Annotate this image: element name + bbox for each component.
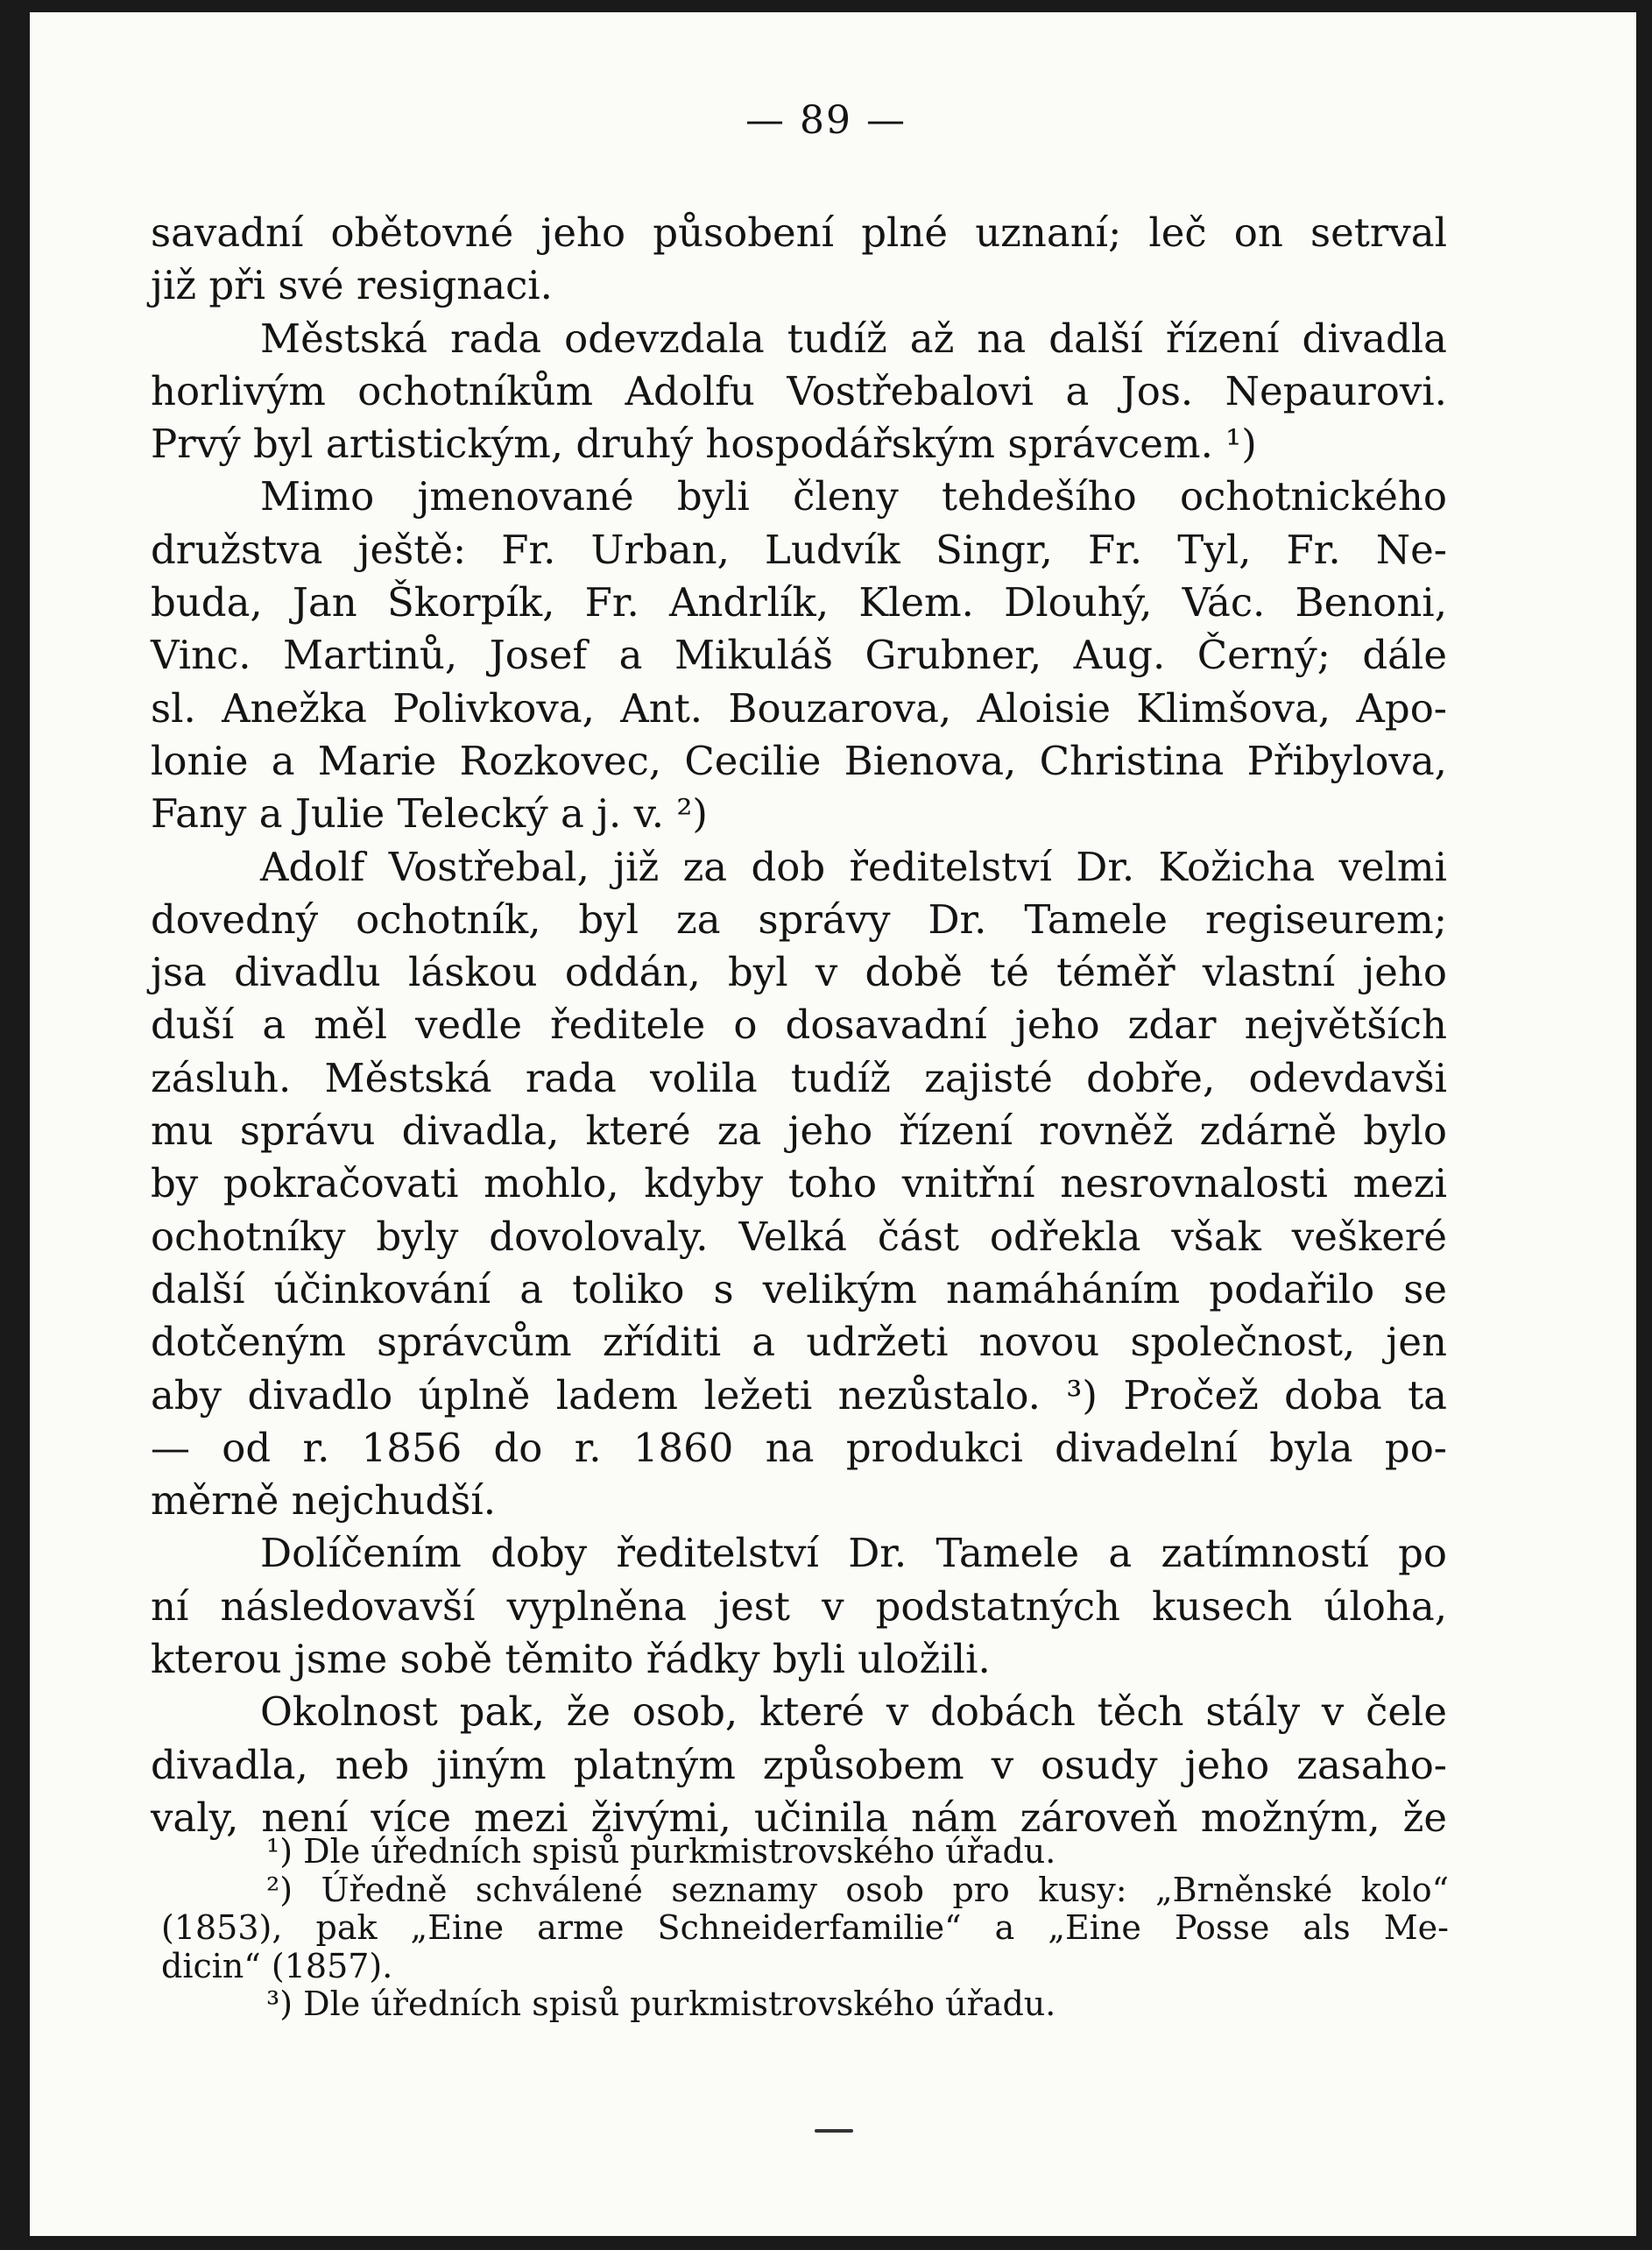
end-mark (815, 2129, 853, 2133)
body-line: Mimo jmenované byli členy tehdešího ochotnického (260, 473, 1447, 520)
footnote-line: (1853), pak „Eine arme Schneiderfamilie“ a „Eine Posse als Me- (161, 1908, 1449, 1947)
page-number: — 89 — (745, 98, 907, 143)
body-line: Okolnost pak, že osob, které v dobách těch stály v čele (260, 1688, 1447, 1736)
footnote-line: ²) Úředně schválené seznamy osob pro kusy: „Brněnské kolo“ (266, 1870, 1449, 1909)
scan-border-right (1636, 0, 1652, 2250)
footnote-line: ³) Dle úředních spisů purkmistrovského úřadu. (266, 1985, 1056, 2023)
body-line: měrně nejchudší. (151, 1477, 497, 1525)
body-line: Městská rada odevzdala tudíž až na další řízení divadla (260, 315, 1447, 362)
body-line: Adolf Vostřebal, již za dob ředitelství Dr. Kožicha velmi (260, 843, 1447, 890)
body-line: horlivým ochotníkům Adolfu Vostřebalovi a Jos. Nepaurovi. (151, 367, 1447, 414)
body-line: Dolíčením doby ředitelství Dr. Tamele a zatímností po (260, 1530, 1447, 1577)
body-line: dovedný ochotník, byl za správy Dr. Tamele regiseurem; (151, 895, 1447, 943)
body-line: sl. Anežka Polivkova, Ant. Bouzarova, Aloisie Klimšova, Apo- (151, 684, 1447, 732)
body-line: další účinkování a toliko s velikým namáháním podařilo se (151, 1265, 1447, 1312)
body-line: Fany a Julie Telecký a j. v. ²) (151, 790, 708, 838)
body-line: ochotníky byly dovolovaly. Velká část odřekla však veškeré (151, 1213, 1447, 1260)
body-line: by pokračovati mohlo, kdyby toho vnitřní nesrovnalosti mezi (151, 1160, 1447, 1207)
body-line: mu správu divadla, které za jeho řízení rovněž zdárně bylo (151, 1107, 1447, 1155)
body-line: již při své resignaci. (151, 262, 553, 309)
body-line: družstva ještě: Fr. Urban, Ludvík Singr, Fr. Tyl, Fr. Ne- (151, 526, 1447, 573)
body-line: aby divadlo úplně ladem ležeti nezůstalo. ³) Pročež doba ta (151, 1371, 1447, 1419)
body-line: zásluh. Městská rada volila tudíž zajisté dobře, odevdavši (151, 1054, 1447, 1101)
body-line: kterou jsme sobě těmito řádky byli uložili. (151, 1636, 991, 1683)
body-line: divadla, neb jiným platným způsobem v osudy jeho zasaho- (151, 1741, 1447, 1788)
body-line: dotčeným správcům zříditi a udržeti novou společnost, jen (151, 1319, 1447, 1366)
body-line: buda, Jan Škorpík, Fr. Andrlík, Klem. Dlouhý, Vác. Benoni, (151, 579, 1447, 626)
scan-border-top (0, 0, 1652, 12)
body-line: Prvý byl artistickým, druhý hospodářským správcem. ¹) (151, 421, 1257, 468)
body-text (151, 207, 1447, 1844)
body-line: lonie a Marie Rozkovec, Cecilie Bienova, Christina Přibylova, (151, 737, 1447, 784)
body-line: — od r. 1856 do r. 1860 na produkci divadelní byla po- (151, 1424, 1447, 1471)
body-line: Vinc. Martinů, Josef a Mikuláš Grubner, Aug. Černý; dále (151, 632, 1447, 679)
footnote-line: ¹) Dle úředních spisů purkmistrovského úřadu. (266, 1832, 1056, 1871)
body-line: savadní obětovné jeho působení plné uznaní; leč on setrval (151, 209, 1447, 256)
body-line: jsa divadlu láskou oddán, byl v době té téměř vlastní jeho (151, 949, 1447, 996)
body-line: duší a měl vedle ředitele o dosavadní jeho zdar největších (151, 1001, 1447, 1049)
scan-border-left (0, 0, 30, 2250)
body-line: ní následovavší vyplněna jest v podstatných kusech úloha, (151, 1582, 1447, 1630)
footnotes (161, 1833, 1449, 2024)
footnote-line: dicin“ (1857). (161, 1946, 393, 1985)
scan-border-bottom (0, 2236, 1652, 2250)
body-line: valy, není více mezi živými, učinila nám zároveň možným, že (151, 1794, 1447, 1841)
